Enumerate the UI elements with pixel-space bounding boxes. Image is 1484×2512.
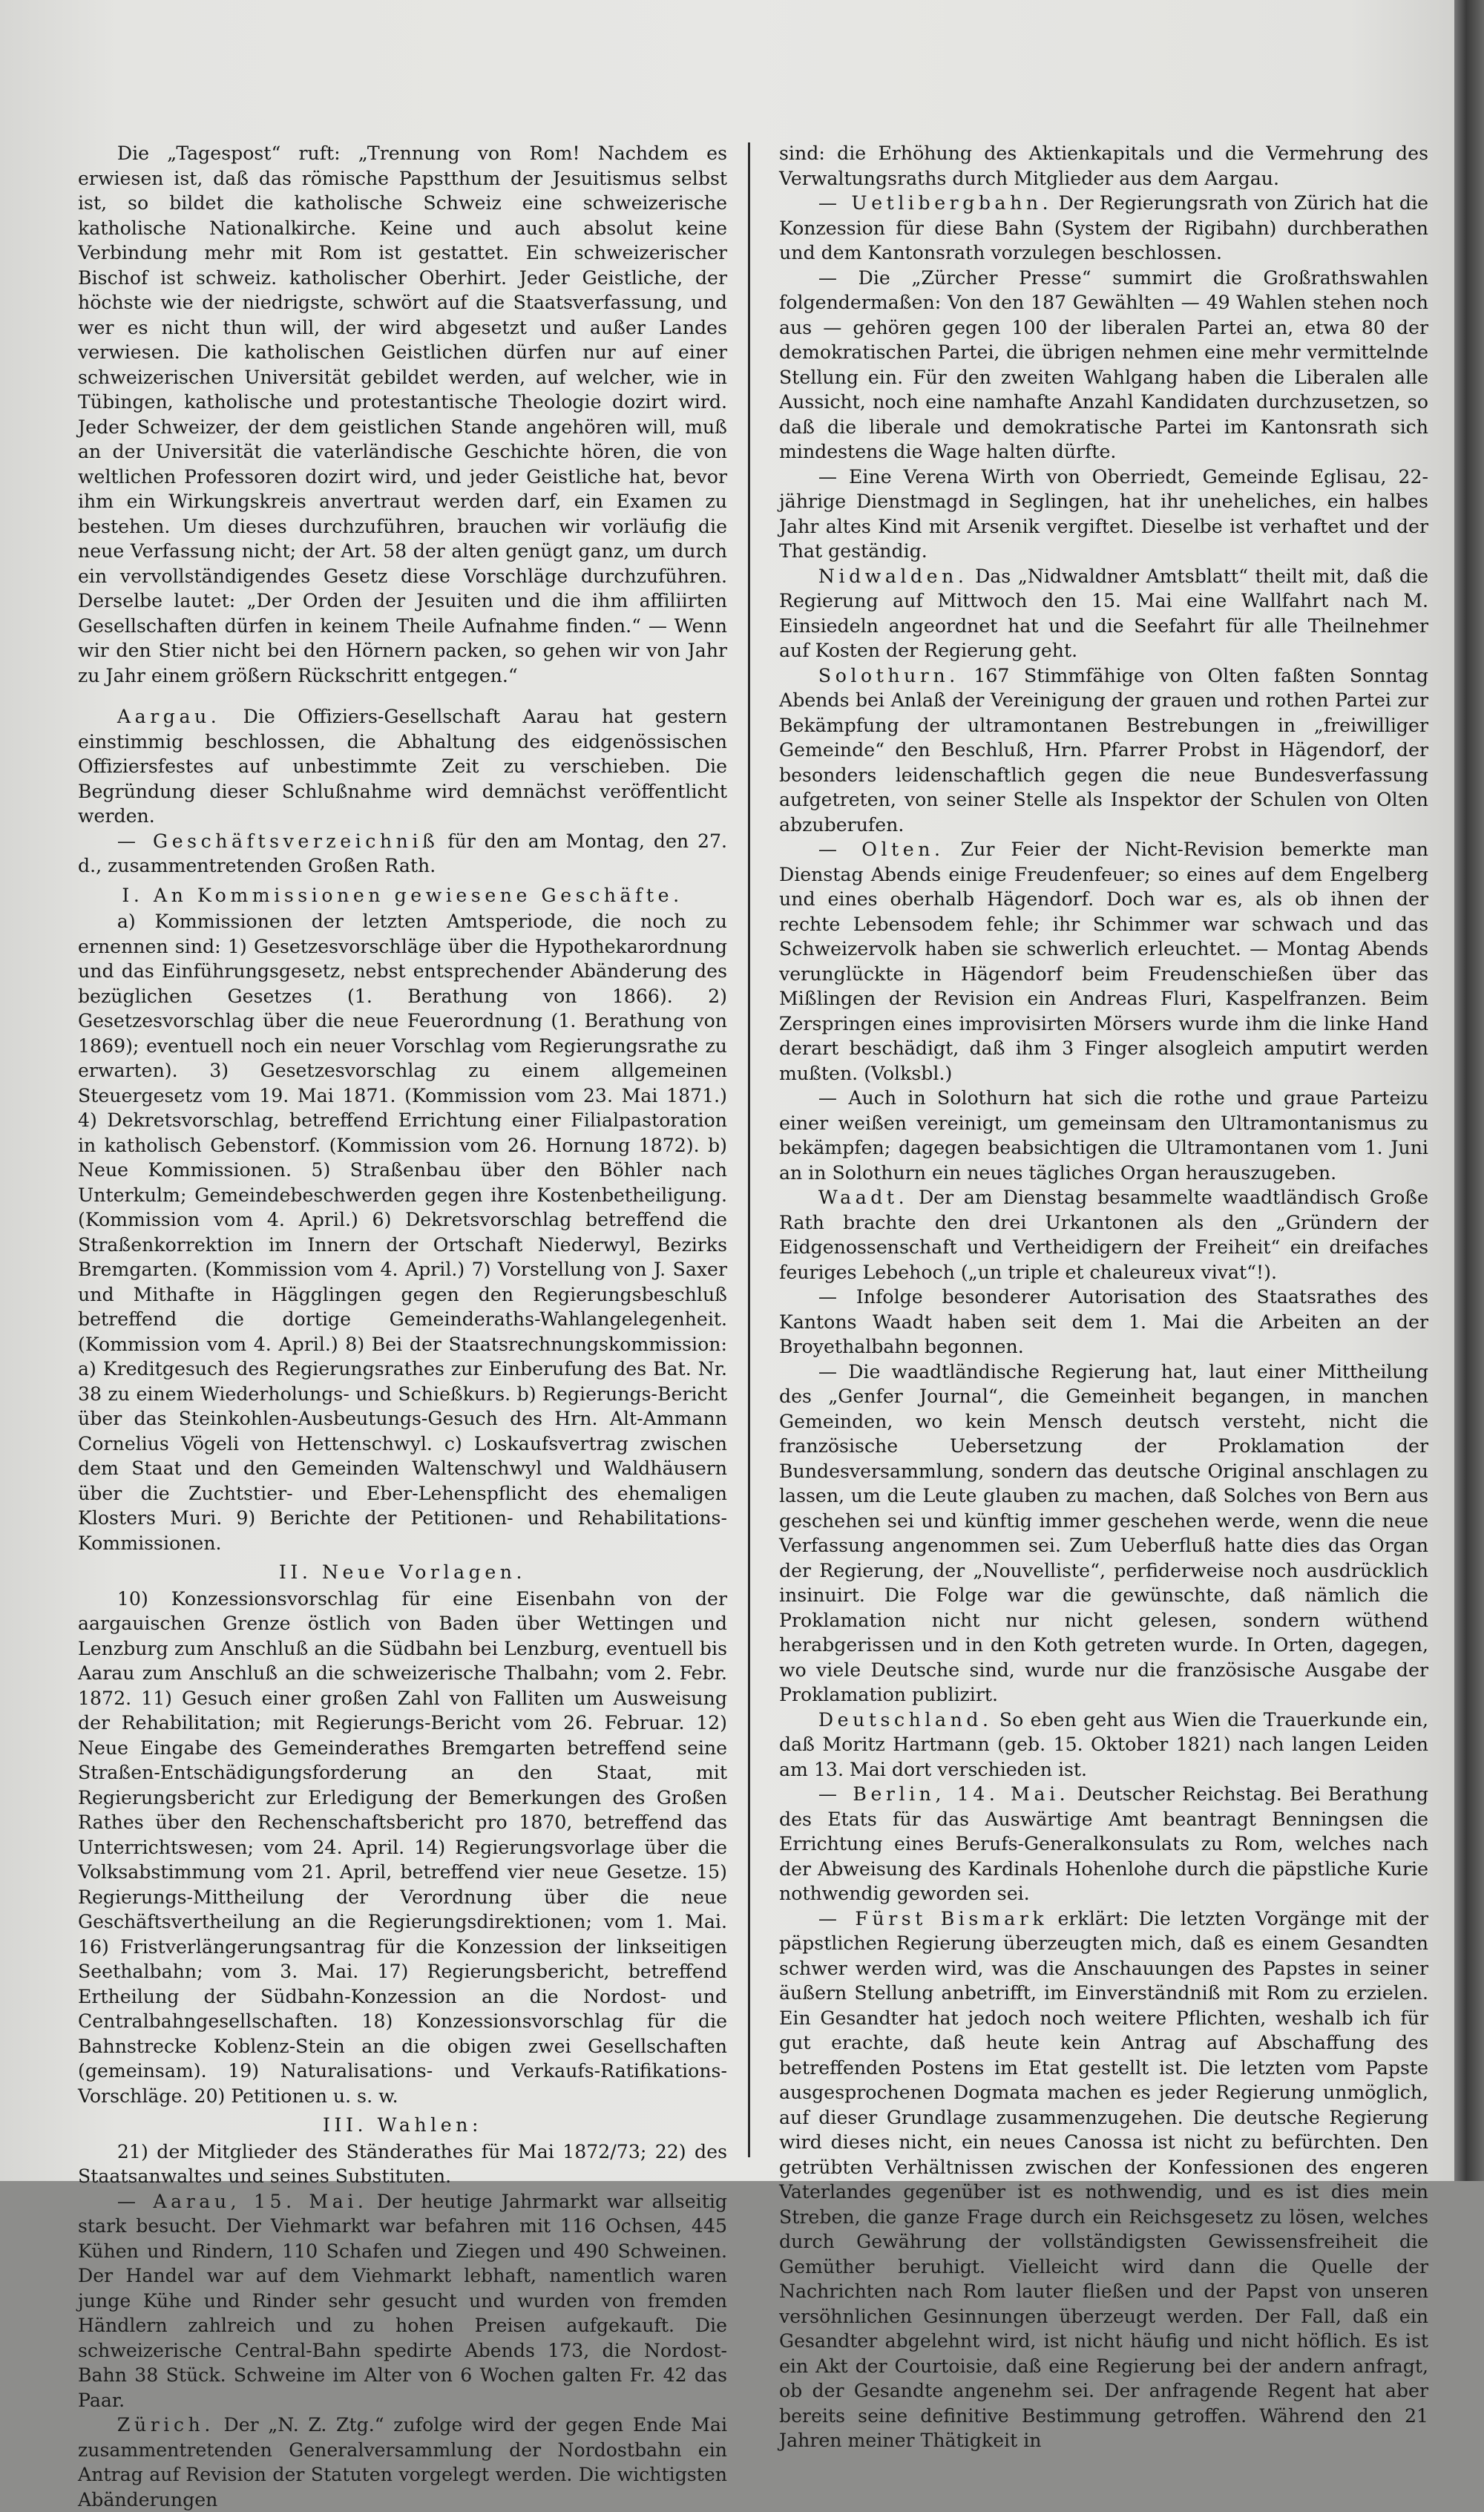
article-bismark: — Fürst Bismark erklärt: Die letzten Vorgänge mit der päpstlichen Regierung überzeugten mich, daß es einem Gesandten schwer werden wird, was die Anschauungen des Papstes in seiner äußern Stellung anbetrifft, im Einverständniß mit Rom zu erzielen. Ein Gesandter hat jedoch noch weitere Pflichten, weshalb ich für gut erachte, daß heute kein Antrag auf Abschaffung des betreffenden Postens im Etat gestellt ist. Die letzten vom Papste ausgesprochenen Dogmata machen es jeder Regierung unmöglich, auf dieser Grundlage zusammenzugehen. Die deutsche Regierung wird dieses nicht, ein neues Canossa ist nicht zu befürchten. Den getrübten Verhältnissen zwischen der Konfessionen des engeren Vaterlandes gegenüber ist es nothwendig, und es ist dies mein Streben, die ganze Frage durch ein Reichsgesetz zu lösen, welches durch Gewährung der vollständigsten Gewissensfreiheit die Gemüther beruhigt. Vielleicht wird dann die Quelle der Nachrichten nach Rom lauter fließen und der Papst von unseren versöhnlichen Gesinnungen überzeugt werden. Der Fall, daß ein Gesandter abgelehnt wird, ist nicht häufig und nicht höflich. Es ist ein Akt der Courtoisie, daß eine Regierung bei der andern anfragt, ob der Gesandte angenehm sei. Der anfragende Regent hat aber bereits seine definitive Bestimmung getroffen. Während den 21 Jahren meiner Thätigkeit in — [779, 1907, 1428, 2451]
article-lead: — Geschäftsverzeichniß — [116, 830, 439, 852]
article-berlin: — Berlin, 14. Mai. Deutscher Reichstag. Bei Berathung des Etats für das Auswärtige Amt beantragt Benningsen die Errichtung eines Berufs-Generalkonsulats zu Rom, welches nach der Abweisung des Kardinals Hohenlohe durch die päpstliche Kurie nothwendig geworden sei. — [779, 1783, 1429, 1904]
article-lead: Deutschland. — [818, 1708, 993, 1731]
right-column — [779, 141, 1429, 2451]
article-lead: — — [818, 1286, 838, 1308]
article-zuerich-continued: sind: die Erhöhung des Aktienkapitals und die Vermehrung des Verwaltungsraths durch Mitglieder aus dem Aargau. — [779, 142, 1428, 189]
section-heading: I. An Kommissionen gewiesene Geschäfte. — [122, 884, 683, 906]
article-waadt: Waadt. Der am Dienstag besammelte waadtländisch Große Rath brachte den drei Urkantonen als den „Gründern der Eidgenossenschaft und Vertheidigern der Freiheit“ ein dreifaches feuriges Lebehoch („un triple et chaleureux vivat“!). — [779, 1187, 1428, 1283]
article-grossrathswahlen: — Die „Zürcher Presse“ summirt die Großrathswahlen folgendermaßen: Von den 187 Gewählten — 49 Wahlen stehen noch aus — gehören gegen 100 der liberalen Partei an, etwa 80 der demokratischen Partei, die übrigen nehmen eine mehr vermittelnde Stellung ein. Für den zweiten Wahlgang haben die Liberalen alle Aussicht, noch eine namhafte Anzahl Kandidaten durchzusetzen, so daß die liberale und demokratische Partei im Kantonsrath sich mindestens die Wage halten dürfte. — [779, 266, 1428, 462]
article-verena-wirth: — Eine Verena Wirth von Oberriedt, Gemeinde Eglisau, 22-jährige Dienstmagd in Seglingen, hat ihr uneheliches, ein halbes Jahr altes Kind mit Arsenik vergiftet. Dieselbe ist verhaftet und der That geständig. — [779, 465, 1428, 562]
book-spine-edge — [1454, 0, 1484, 2181]
section-heading: III. Wahlen: — [323, 2114, 482, 2136]
article-olten: — Olten. Zur Feier der Nicht-Revision bemerkte man Dienstag Abends einige Freudenfeuer; so eines auf dem Engelberg und eines oberhalb Hägendorf. Doch war es, als ob ihnen der rechte Lebensodem fehle; ihr Schimmer war schwach und das Schweizervolk haben sie schwerlich erleuchtet. — Montag Abends verunglückte in Hägendorf beim Freudenschießen über das Mißlingen der Revision ein Andreas Fluri, Kaspelfranzen. Beim Zerspringen eines improvisirten Mörsers wurde ihm die linke Hand derart beschädigt, daß ihm 3 Finger alsogleich amputirt werden mußten. (Volksbl.) — [779, 839, 1428, 1084]
article-lead: Zürich. — [116, 2414, 214, 2436]
article-lead: — Berlin, 14. Mai. — [818, 1783, 1070, 1805]
article-broyethalbahn: — Infolge besonderer Autorisation des Staatsrathes des Kantons Waadt haben seit dem 1. Mai die Arbeiten an der Broyethalbahn begonnen. — [779, 1286, 1429, 1357]
article-lead: — Aarau, 15. Mai. — [116, 2190, 368, 2212]
article-lead: — — [818, 465, 838, 488]
article-solothurn-parteien: — Auch in Solothurn hat sich die rothe und graue Parteizu einer weißen vereinigt, um gemeinsam den Ultramontanismus zu bekämpfen; dagegen beabsichtigen die Ultramontanen vom 1. Juni an in Solothurn ein neues tägliches Organ herauszugeben. — [779, 1087, 1428, 1184]
list-neue-vorlagen: 10) Konzessionsvorschlag für eine Eisenbahn von der aargauischen Grenze östlich von Baden über Wettingen und Lenzburg zum Anschluß an die Südbahn bei Lenzburg, eventuell bis Aarau zum Anschluß an die schweizerische Thalbahn; vom 2. Febr. 1872. 11) Gesuch einer großen Zahl von Falliten um Ausweisung der Rehabilitation; mit Regierungs-Bericht vom 26. Februar. 12) Neue Eingabe des Gemeinderathes Bremgarten betreffend seine Straßen-Entschädigungsforderung an den Staat, mit Regierungsbericht zur Erledigung der Bemerkungen des Großen Rathes über den Rechenschaftsbericht pro 1870, betreffend das Unterrichtswesen; vom 24. April. 14) Regierungsvorlage über die Volksabstimmung vom 21. April, betreffend vier neue Gesetze. 15) Regierungs-Mittheilung der Verordnung über die neue Geschäftsvertheilung an die Regierungsdirektionen; vom 1. Mai. 16) Fristverlängerungsantrag für die Konzession der linkseitigen Seethalbahn; vom 3. Mai. 17) Regierungsbericht, betreffend Ertheilung der Südbahn-Konzession an die Nordost- und Centralbahngesellschaften. 18) Konzessionsvorschlag für die Bahnstrecke Koblenz-Stein an die obigen zwei Gesellschaften (gemeinsam). 19) Naturalisations- und Verkaufs-Ratifikations-Vorschläge. 20) Petitionen u. s. w. — [78, 1587, 727, 2107]
article-lead: Waadt. — [818, 1187, 909, 1208]
article-aargau: Aargau. Die Offiziers-Gesellschaft Aarau hat gestern einstimmig beschlossen, die Abhaltung des eidgenössischen Offiziersfestes auf unbestimmte Zeit zu verschieben. Die Begründung dieser Schlußnahme wird demnächst veröffentlicht werden. — [78, 706, 728, 827]
article-trennung-von-rom: Die „Tagespost“ ruft: „Trennung von Rom! Nachdem es erwiesen ist, daß das römische Papstthum der Jesuitismus selbst ist, so bildet die katholische Schweiz eine schweizerische katholische Nationalkirche. Keine und auch absolut keine Verbindung mehr mit Rom ist gestattet. Ein schweizerischer Bischof ist schweiz. katholischer Oberhirt. Jeder Geistliche, der höchste wie der niedrigste, schwört auf die Staatsverfassung, und wer es nicht thun will, der wird abgesetzt und außer Landes verwiesen. Die katholischen Geistlichen dürfen nur auf einer schweizerischen Universität gebildet werden, auf welcher, wie in Tübingen, katholische und protestantische Theologie dozirt wird. Jeder Schweizer, der dem geistlichen Stande angehören will, muß an der Universität die vaterländische Geschichte hören, die von weltlichen Professoren dozirt wird, und jeder Geistliche hat, bevor ihm ein Wirkungskreis anvertraut werden darf, ein Examen zu bestehen. Um dieses durchzuführen, brauchen wir vorläufig die neue Verfassung nicht; der Art. 58 der alten genügt ganz, um durch ein vervollständigendes Gesetz diese Vorschläge durchzuführen. Derselbe lautet: „Der Orden der Jesuiten und die ihm affiliirten Gesellschaften dürfen in keinem Theile Aufnahme finden.“ — Wenn wir den Stier nicht bei den Hörnern packen, so gehen wir von Jahr zu Jahr einem größern Rückschritt entgegen.“ — [78, 142, 727, 686]
article-lead: — — [818, 1360, 838, 1383]
article-lead: Nidwalden. — [818, 565, 968, 587]
article-aarau-jahrmarkt: — Aarau, 15. Mai. Der heutige Jahrmarkt war allseitig stark besucht. Der Viehmarkt war befahren mit 116 Ochsen, 445 Kühen und Rindern, 110 Schafen und Ziegen und 490 Schweinen. Der Handel war auf dem Viehmarkt lebhaft, namentlich waren junge Kühe und Rinder sehr gesucht und wurden von fremden Händlern zahlreich und zu hohen Preisen aufgekauft. Die schweizerische Central-Bahn spedirte Abends 173, die Nordost-Bahn 38 Stück. Schweine im Alter von 6 Wochen galten Fr. 42 das Paar. — [78, 2190, 727, 2411]
article-lead: — Olten. — [818, 839, 945, 860]
article-lead: — Fürst Bismark — [818, 1907, 1048, 1929]
article-zuerich: Zürich. Der „N. Z. Ztg.“ zufolge wird der gegen Ende Mai zusammentretenden Generalversammlung der Nordostbahn ein Antrag auf Revision der Statuten vorgelegt werden. Die wichtigsten Abänderungen — [78, 2414, 727, 2511]
column-rule — [748, 142, 750, 2157]
article-geschaeftsverzeichnis: — Geschäftsverzeichniß für den am Montag, den 27. d., zusammentretenden Großen Rath. — [78, 830, 727, 876]
article-lead: Solothurn. — [818, 664, 959, 686]
list-wahlen: 21) der Mitglieder des Ständerathes für Mai 1872/73; 22) des Staatsanwaltes und seines Substituten. — [78, 2140, 727, 2187]
article-lead: — — [818, 266, 838, 289]
section-heading: II. Neue Vorlagen. — [278, 1561, 527, 1583]
article-uetlibergbahn: — Uetlibergbahn. Der Regierungsrath von Zürich hat die Konzession für diese Bahn (System der Rigibahn) durchberathen und dem Kantonsrath vorzulegen beschlossen. — [779, 192, 1428, 263]
article-lead: Aargau. — [116, 706, 221, 727]
article-solothurn: Solothurn. 167 Stimmfähige von Olten faßten Sonntag Abends bei Anlaß der Vereinigung der grauen und rothen Partei zur Bekämpfung der ultramontanen Bestrebungen in „freiwilliger Gemeinde“ den Beschluß, Hrn. Pfarrer Probst in Hägendorf, der besonders leidenschaftlich gegen die neue Bundesverfassung aufgetreten, von seiner Stelle als Inspektor der Schulen von Olten abzuberufen. — [779, 664, 1428, 836]
article-nidwalden: Nidwalden. Das „Nidwaldner Amtsblatt“ theilt mit, daß die Regierung auf Mittwoch den 15. Mai eine Wallfahrt nach M. Einsiedeln angeordnet hat und die Seefahrt für alle Theilnehmer auf Kosten der Regierung geht. — [779, 565, 1428, 661]
article-lead: — Uetlibergbahn. — [818, 192, 1053, 214]
left-column — [78, 141, 728, 2511]
list-kommissionen: a) Kommissionen der letzten Amtsperiode, die noch zu ernennen sind: 1) Gesetzesvorschläge über die Hypothekarordnung und das Einführungsgesetz, nebst entsprechender Abänderung des bezüglichen Gesetzes (1. Berathung von 1866). 2) Gesetzesvorschlag über die neue Feuerordnung (1. Berathung von 1869); eventuell noch ein neuer Vorschlag vom Regierungsrathe zu erwarten). 3) Gesetzesvorschlag zu einem allgemeinen Steuergesetz vom 19. Mai 1871. (Kommission vom 23. Mai 1871.) 4) Dekretsvorschlag, betreffend Errichtung einer Filialpastoration in katholisch Gebenstorf. (Kommission vom 26. Hornung 1872). b) Neue Kommissionen. 5) Straßenbau über den Böhler nach Unterkulm; Gemeindebeschwerden gegen ihre Kostenbetheiligung. (Kommission vom 4. April.) 6) Dekretsvorschlag betreffend die Straßenkorrektion im Innern der Ortschaft Niederwyl, Bezirks Bremgarten. (Kommission vom 4. April.) 7) Vorstellung von J. Saxer und Mithafte in Hägglingen gegen den Regierungsbeschluß betreffend die dortige Gemeinderaths-Wahlangelegenheit. (Kommission vom 4. April.) 8) Bei der Staatsrechnungskommission: a) Kreditgesuch des Regierungsrathes zur Einberufung des Bat. Nr. 38 zu einem Wiederholungs- und Schießkurs. b) Regierungs-Bericht über das Steinkohlen-Ausbeutungs-Gesuch des Hrn. Alt-Ammann Cornelius Vögeli von Hettenschwyl. c) Loskaufsvertrag zwischen dem Staat und den Gemeinden Waltenschwyl und Waldhäusern über die Zuchtstier- und Eber-Lehenspflicht des ehemaligen Klosters Muri. 9) Berichte der Petitionen- und Rehabilitations-Kommissionen. — [78, 911, 727, 1554]
article-lead: — Auch in Solothurn — [818, 1087, 1031, 1109]
article-deutschland: Deutschland. So eben geht aus Wien die Trauerkunde ein, daß Moritz Hartmann (geb. 15. Oktober 1821) nach langen Leiden am 13. Mai dort verschieden ist. — [779, 1708, 1428, 1780]
article-waadt-regierung: — Die waadtländische Regierung hat, laut einer Mittheilung des „Genfer Journal“, die Gemeinheit begangen, in manchen Gemeinden, wo kein Mensch deutsch versteht, nicht die französische Uebersetzung der Proklamation der Bundesversammlung, sondern das deutsche Original anschlagen zu lassen, um die Leute glauben zu machen, daß Solches von Bern aus geschehen sei und künftig immer geschehen werde, wenn die neue Verfassung angenommen sei. Zum Ueberfluß hatte dies das Organ der Regierung, der „Nouvelliste“, perfiderweise noch ausdrücklich insinuirt. Die Folge war die gewünschte, daß nämlich die Proklamation nicht nur nicht gelesen, sondern wüthend herabgerissen und in den Koth getreten wurde. In Orten, dagegen, wo viele Deutsche sind, wurde nur die französische Ausgabe der Proklamation publizirt. — [779, 1360, 1428, 1705]
